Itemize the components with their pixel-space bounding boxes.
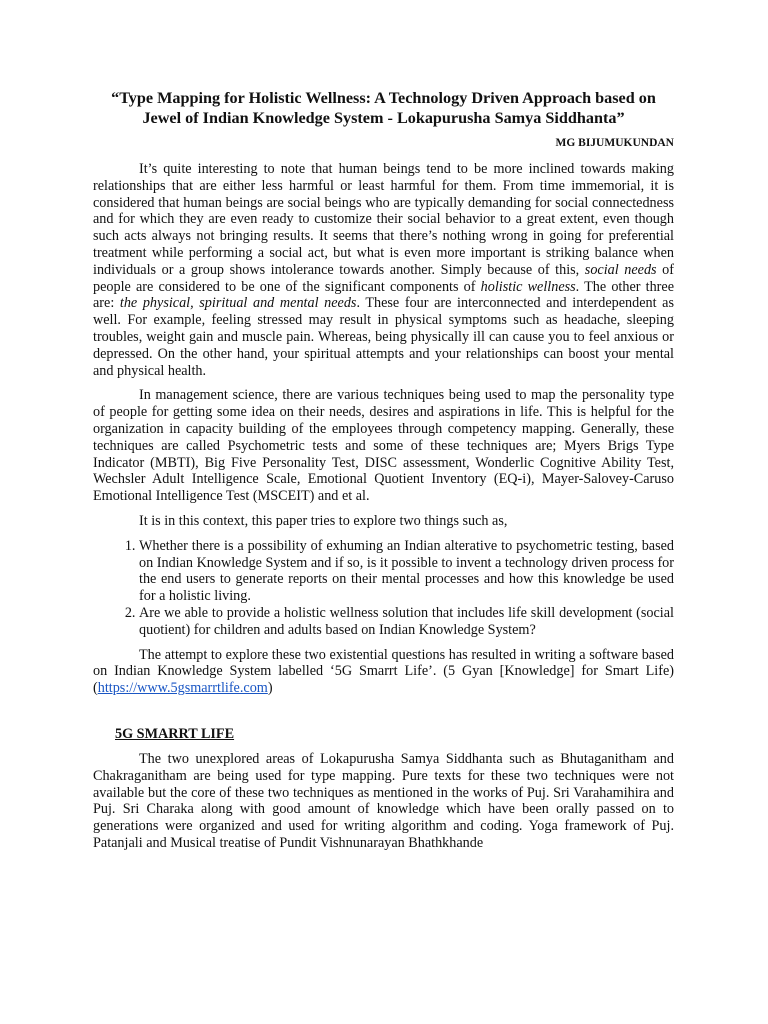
- paragraph-text: It’s quite interesting to note that human beings tend to be more inclined towards making relationships that are either less harmful or least harmful for them. From time immemorial, it is considered that human beings are social beings who are typically demanding for social connectedness and for which they are even ready to customize their social behavior to a great extent, even though such acts always not bringing results. It seems that there’s nothing wrong in going for preferential treatment while performing a social act, but what is even more important is striking balance when individuals or a group shows intolerance towards another. Simply because of this,: [93, 161, 674, 278]
- list-item: 1. Whether there is a possibility of exhuming an Indian alterative to psychometric testing, based on Indian Knowledge System and if so, is it possible to invent a technology driven process for the end users to generate reports on their mental processes and how this knowledge be used for a holistic living.: [139, 538, 674, 605]
- document-title: “Type Mapping for Holistic Wellness: A Technology Driven Approach based on Jewel of Indian Knowledge System - Lokapurusha Samya Siddhanta”: [111, 89, 656, 127]
- emphasis-social-needs: social needs: [584, 261, 657, 278]
- section-heading: 5G SMARRT LIFE: [115, 725, 235, 742]
- paragraph-section-body: The two unexplored areas of Lokapurusha Samya Siddhanta such as Bhutaganitham and Chakraganitham are being used for type mapping. Pure texts for these two techniques were not available but the core of these two techniques as mentioned in the works of Puj. Sri Varahamihira and Puj. Sri Charaka along with good amount of knowledge which have been orally passed on to generations were organized and used for writing algorithm and coding. Yoga framework of Puj. Patanjali and Musical treatise of Pundit Vishnunarayan Bhathkhande: [93, 750, 674, 851]
- paragraph-management-science: In management science, there are various techniques being used to map the personality type of people for getting some idea on their needs, desires and aspirations in life. This is helpful for the organization in capacity building of the employees through competency mapping. Generally, these techniques are called Psychometric tests and some of these techniques are; Myers Brigs Type Indicator (MBTI), Big Five Personality Test, DISC assessment, Wonderlic Cognitive Ability Test, Wechsler Adult Intelligence Scale, Emotional Quotient Inventory (EQ-i), Mayer-Salovey-Caruso Emotional Intelligence Test (MSCEIT) and et al.: [93, 387, 674, 505]
- paragraph-intro: [93, 161, 674, 379]
- paragraph-attempt: [93, 647, 674, 697]
- list-item: 2. Are we able to provide a holistic wellness solution that includes life skill development (social quotient) for children and adults based on Indian Knowledge System?: [139, 605, 674, 639]
- paragraph-text: of people are considered to be one of the significant components of: [93, 261, 674, 295]
- paragraph-text: The attempt to explore these two existential questions has resulted in writing a software based on Indian Knowledge System labelled ‘5G Smarrt Life’. (5 Gyan [Knowledge] for Smart Life) (: [93, 646, 674, 697]
- emphasis-other-needs: the physical, spiritual and mental needs: [119, 295, 357, 312]
- author-name: MG BIJUMUKUNDAN: [555, 137, 674, 149]
- website-link[interactable]: https://www.5gsmarrtlife.com: [97, 680, 268, 697]
- paragraph-text: . These four are interconnected and interdependent as well. For example, feeling stressed may result in physical symptoms such as headache, sleeping troubles, weight gain and muscle pain. Whereas, being physically ill can cause you to feel anxious or depressed. On the other hand, your spiritual attempts and your relationships can boost your mental and physical health.: [93, 295, 674, 379]
- paragraph-text: ): [267, 680, 273, 697]
- document-page: [93, 88, 674, 852]
- paragraph-context: It is in this context, this paper tries to explore two things such as,: [139, 512, 508, 529]
- paragraph-text: . The other three are:: [93, 278, 674, 312]
- questions-list: [93, 538, 674, 639]
- emphasis-holistic-wellness: holistic wellness: [480, 278, 576, 295]
